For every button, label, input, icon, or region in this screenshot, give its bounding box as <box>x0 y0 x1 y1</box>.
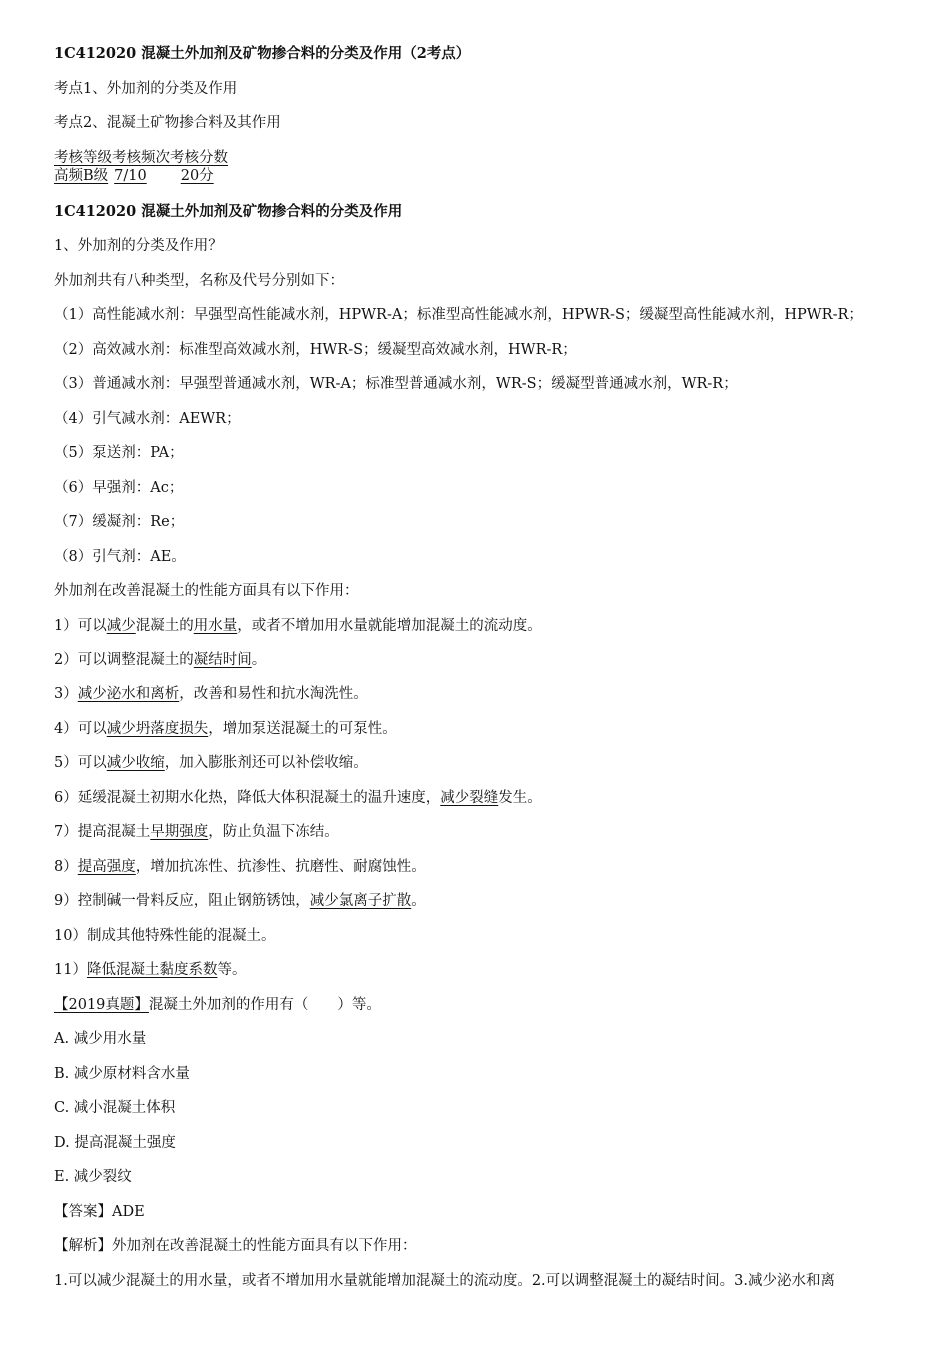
function-text: 。 <box>411 893 426 909</box>
functions-intro: 外加剂在改善混凝土的性能方面具有以下作用： <box>54 583 359 599</box>
function-item <box>54 754 368 772</box>
exam-analysis: 【解析】外加剂在改善混凝土的性能方面具有以下作用： <box>54 1238 417 1254</box>
function-item <box>54 685 368 703</box>
type-item: （2）高效减水剂：标准型高效减水剂，HWR-S；缓凝型高效减水剂，HWR-R； <box>54 342 577 358</box>
function-text: 1）可以 <box>54 618 107 634</box>
function-text: ，加入膨胀剂还可以补偿收缩。 <box>164 755 368 771</box>
function-keyword: 减少 <box>106 618 136 634</box>
function-text: 8） <box>54 859 78 875</box>
function-item <box>54 823 339 841</box>
stats-level: 高频B级 <box>54 168 109 184</box>
exam-point-2: 考点2、混凝土矿物掺合料及其作用 <box>54 115 281 131</box>
type-item: （1）高性能减水剂：早强型高性能减水剂，HPWR-A；标准型高性能减水剂，HPWR-S；缓凝型高性能减水剂，HPWR-R； <box>54 307 863 323</box>
function-keyword: 减少泌水和离析 <box>77 686 180 702</box>
exam-question <box>54 996 381 1014</box>
function-keyword: 用水量 <box>193 618 238 634</box>
exam-option: A. 减少用水量 <box>54 1031 147 1047</box>
type-item: （6）早强剂：Ac； <box>54 480 184 496</box>
function-text: 发生。 <box>498 790 542 806</box>
stats-frequency: 7/10 <box>114 168 147 184</box>
function-keyword: 减少收缩 <box>106 755 165 771</box>
function-text: 。 <box>251 652 267 668</box>
function-text: 混凝土的 <box>135 618 194 634</box>
exam-answer: 【答案】ADE <box>54 1204 145 1220</box>
document-heading: 1C412020 混凝土外加剂及矿物掺合料的分类及作用（2考点） <box>54 45 471 62</box>
exam-option: D. 提高混凝土强度 <box>54 1135 176 1151</box>
function-item <box>54 651 266 669</box>
function-text: 等。 <box>217 962 247 978</box>
types-intro: 外加剂共有八种类型，名称及代号分别如下： <box>54 273 344 289</box>
exam-option: E. 减少裂纹 <box>54 1169 132 1185</box>
function-text: ，增加泵送混凝土的可泵性。 <box>208 721 397 737</box>
function-text: 5）可以 <box>54 755 107 771</box>
function-text: 7）提高混凝土 <box>54 824 151 840</box>
type-item: （4）引气减水剂：AEWR； <box>54 411 241 427</box>
function-keyword: 凝结时间 <box>193 652 252 668</box>
exam-question-text: 混凝土外加剂的作用有（ ）等。 <box>148 997 381 1013</box>
function-text: ，防止负温下冻结。 <box>208 824 339 840</box>
function-text: 10）制成其他特殊性能的混凝土。 <box>54 928 276 944</box>
function-item <box>54 720 397 738</box>
type-item: （8）引气剂：AE。 <box>54 549 186 565</box>
section-title: 1C412020 混凝土外加剂及矿物掺合料的分类及作用 <box>54 203 403 220</box>
stats-values <box>54 167 228 185</box>
function-item <box>54 927 275 945</box>
question-heading: 1、外加剂的分类及作用？ <box>54 238 223 254</box>
function-text: ，或者不增加用水量就能增加混凝土的流动度。 <box>237 618 542 634</box>
function-text: 6）延缓混凝土初期水化热，降低大体积混凝土的温升速度， <box>54 790 441 806</box>
function-keyword: 提高强度 <box>77 859 136 875</box>
type-item: （3）普通减水剂：早强型普通减水剂，WR-A；标准型普通减水剂，WR-S；缓凝型普通减水剂，WR-R； <box>54 376 738 392</box>
function-text: 9）控制碱一骨料反应，阻止钢筋锈蚀， <box>54 893 310 909</box>
type-item: （5）泵送剂：PA； <box>54 445 184 461</box>
exam-tag: 【2019真题】 <box>54 997 149 1013</box>
assessment-stats <box>54 149 228 185</box>
exam-point-1: 考点1、外加剂的分类及作用 <box>54 81 238 97</box>
exam-option: C. 减小混凝土体积 <box>54 1100 176 1116</box>
function-keyword: 减少坍落度损失 <box>106 721 209 737</box>
function-text: 3） <box>54 686 78 702</box>
function-item <box>54 617 542 635</box>
function-text: 11） <box>54 962 87 978</box>
function-text: 2）可以调整混凝土的 <box>54 652 194 668</box>
function-item <box>54 789 542 807</box>
function-text: ，增加抗冻性、抗渗性、抗磨性、耐腐蚀性。 <box>135 859 426 875</box>
function-keyword: 降低混凝土黏度系数 <box>86 962 218 978</box>
function-item <box>54 858 426 876</box>
function-item <box>54 961 246 979</box>
stats-score: 20分 <box>180 168 214 184</box>
function-item <box>54 892 426 910</box>
stats-header: 考核等级考核频次考核分数 <box>54 150 228 166</box>
function-text: 4）可以 <box>54 721 107 737</box>
type-item: （7）缓凝剂：Re； <box>54 514 185 530</box>
function-keyword: 减少裂缝 <box>440 790 499 806</box>
exam-option: B. 减少原材料含水量 <box>54 1066 190 1082</box>
function-keyword: 减少氯离子扩散 <box>309 893 412 909</box>
function-keyword: 早期强度 <box>150 824 209 840</box>
function-text: ，改善和易性和抗水淘洗性。 <box>179 686 368 702</box>
exam-analysis-text: 1.可以减少混凝土的用水量，或者不增加用水量就能增加混凝土的流动度。2.可以调整混凝土的凝结时间。3.减少泌水和离 <box>54 1273 835 1289</box>
